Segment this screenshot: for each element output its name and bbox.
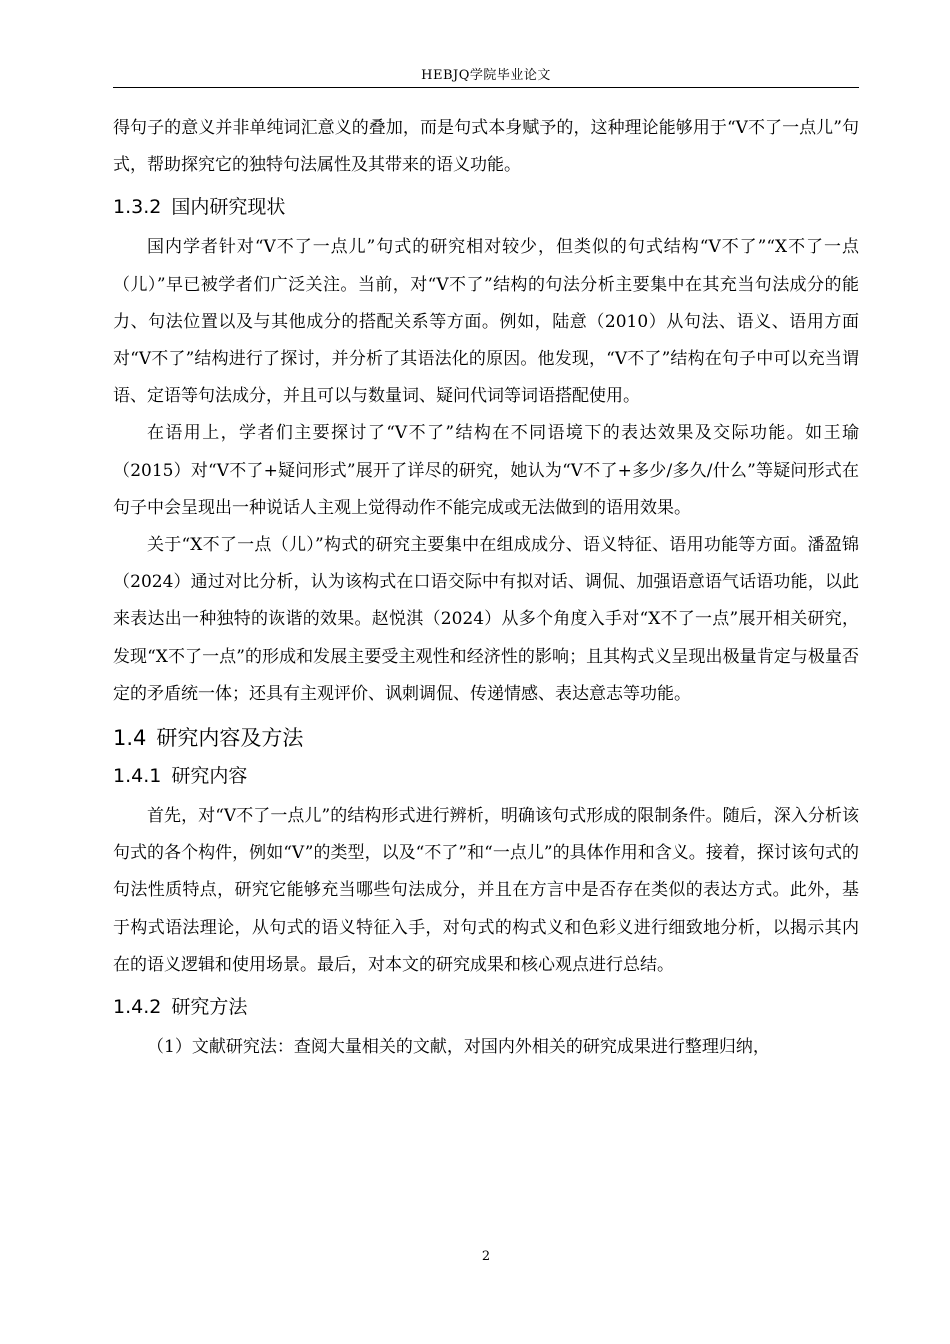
section-heading-1-4-2	[113, 993, 859, 1021]
section-number: 1.4.2	[113, 996, 162, 1019]
section-heading-1-3-2	[113, 193, 859, 221]
paragraph: 在语用上，学者们主要探讨了“V不了”结构在不同语境下的表达效果及交际功能。如王瑜（2015）对“V不了+疑问形式”展开了详尽的研究，她认为“V不了+多少/多久/什么”等疑问形式在句子中会呈现出一种说话人主观上觉得动作不能完成或无法做到的语用效果。	[113, 423, 859, 518]
section-title: 国内研究现状	[171, 196, 286, 219]
section-number: 1.4.1	[113, 765, 162, 788]
section-number: 1.4	[113, 726, 147, 751]
page-number: 2	[481, 1249, 491, 1264]
section-heading-1-4-1	[113, 762, 859, 790]
paragraph: 国内学者针对“V不了一点儿”句式的研究相对较少，但类似的句式结构“V不了”“X不了一点（儿）”早已被学者们广泛关注。当前，对“V不了”结构的句法分析主要集中在其充当句法成分的能力、句法位置以及与其他成分的搭配关系等方面。例如，陆意（2010）从句法、语义、语用方面对“V不了”结构进行了探讨，并分析了其语法化的原因。他发现，“V不了”结构在句子中可以充当谓语、定语等句法成分，并且可以与数量词、疑问代词等词语搭配使用。	[113, 237, 859, 407]
page-body	[113, 110, 859, 1066]
paragraph-continued: 得句子的意义并非单纯词汇意义的叠加，而是句式本身赋予的，这种理论能够用于“V不了一点儿”句式，帮助探究它的独特句法属性及其带来的语义功能。	[113, 118, 859, 176]
section-title: 研究内容	[171, 765, 248, 788]
paragraph: 首先，对“V不了一点儿”的结构形式进行辨析，明确该句式形成的限制条件。随后，深入分析该句式的各个构件，例如“V”的类型，以及“不了”和“一点儿”的具体作用和含义。接着，探讨该句式的句法性质特点，研究它能够充当哪些句法成分，并且在方言中是否存在类似的表达方式。此外，基于构式语法理论，从句式的语义特征入手，对句式的构式义和色彩义进行细致地分析，以揭示其内在的语义逻辑和使用场景。最后，对本文的研究成果和核心观点进行总结。	[113, 806, 859, 975]
paragraph: （1）文献研究法：查阅大量相关的文献，对国内外相关的研究成果进行整理归纳，	[147, 1037, 770, 1058]
page-header: HEBJQ学院毕业论文	[421, 68, 551, 83]
paragraph: 关于“X不了一点（儿）”构式的研究主要集中在组成成分、语义特征、语用功能等方面。潘盈锦（2024）通过对比分析，认为该构式在口语交际中有拟对话、调侃、加强语意语气话语功能，以此来表达出一种独特的诙谐的效果。赵悦淇（2024）从多个角度入手对“X不了一点”展开相关研究，发现“X不了一点”的形成和发展主要受主观性和经济性的影响；且其构式义呈现出极量肯定与极量否定的矛盾统一体；还具有主观评价、讽刺调侃、传递情感、表达意志等功能。	[113, 535, 859, 704]
header-rule	[113, 87, 859, 88]
section-title: 研究方法	[171, 996, 248, 1019]
section-title: 研究内容及方法	[156, 726, 304, 751]
section-heading-1-4	[113, 723, 859, 753]
section-number: 1.3.2	[113, 196, 162, 219]
